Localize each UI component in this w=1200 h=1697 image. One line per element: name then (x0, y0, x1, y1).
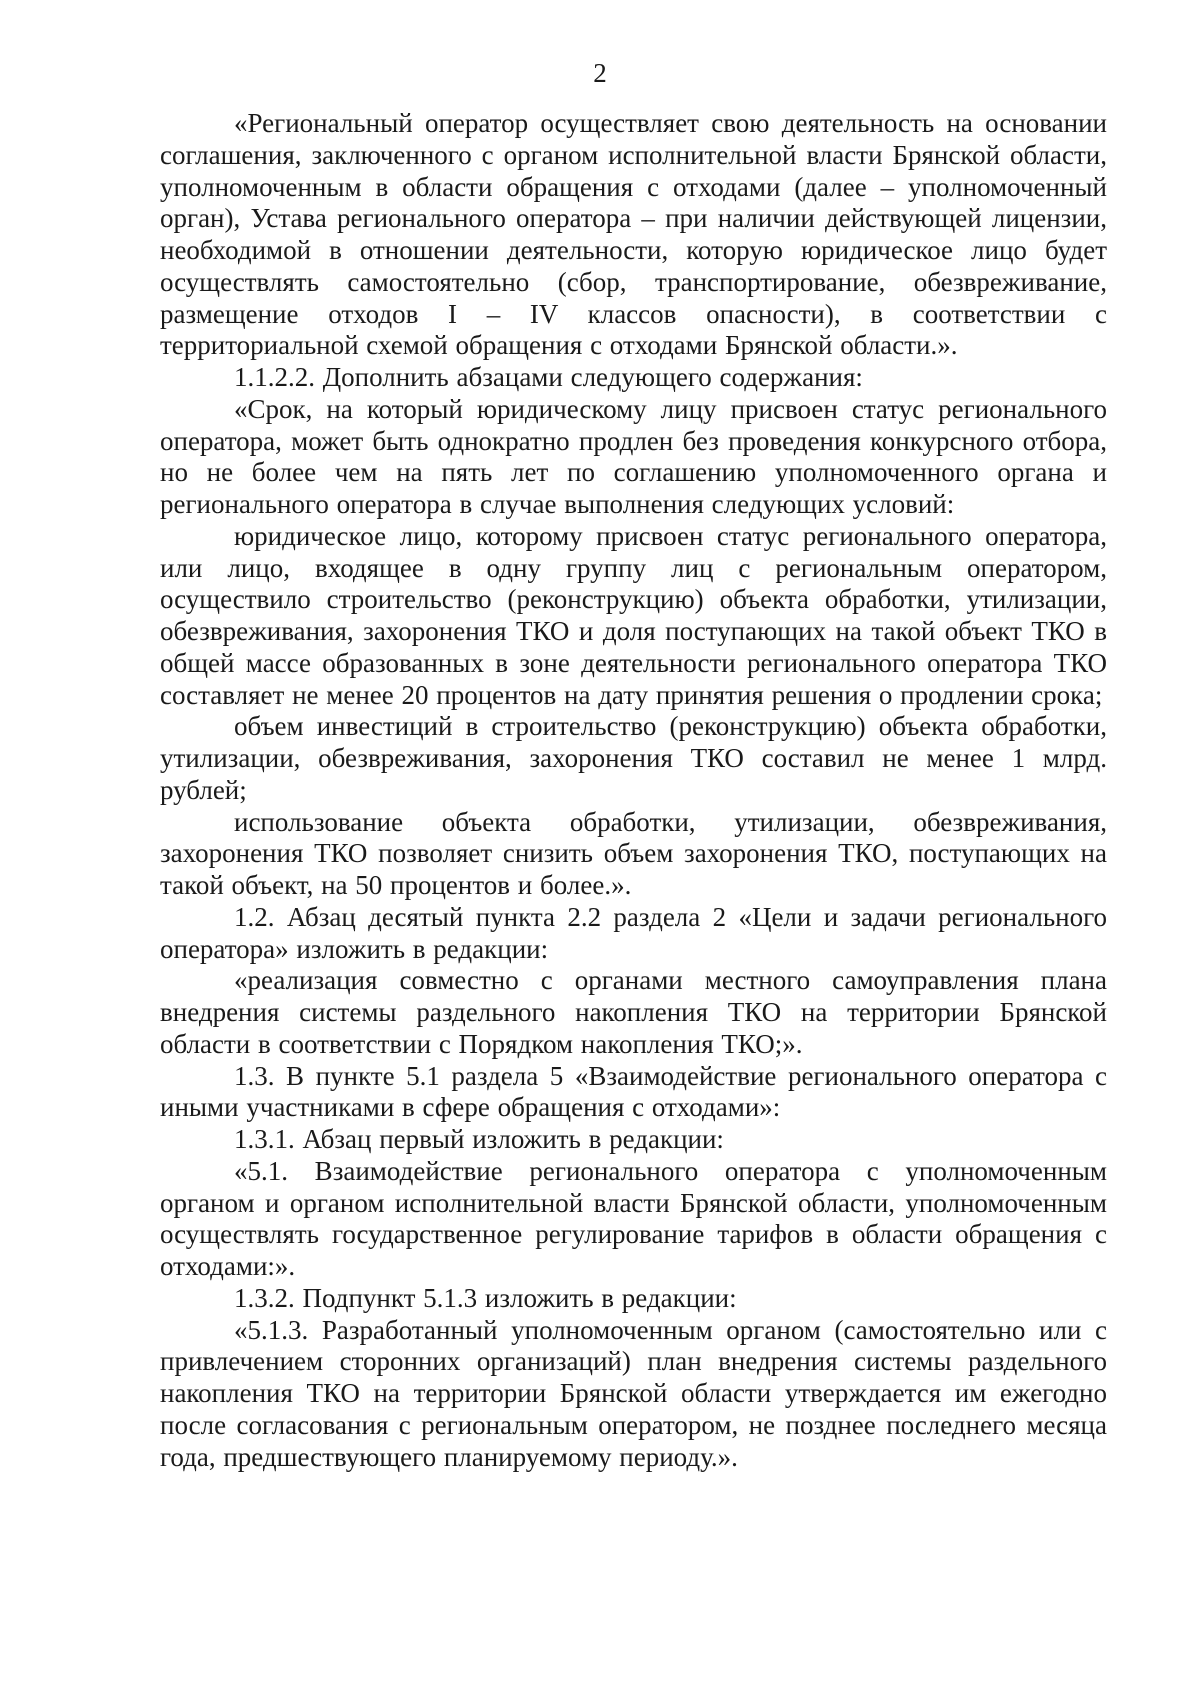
paragraph-item-1-3-1: 1.3.1. Абзац первый изложить в редакции: (234, 1124, 724, 1154)
paragraph-item-1-1-2-2: 1.1.2.2. Дополнить абзацами следующего содержания: (234, 362, 863, 392)
paragraph-item-1-3-2: 1.3.2. Подпункт 5.1.3 изложить в редакции: (234, 1282, 737, 1313)
paragraph-item-1-3: 1.3. В пункте 5.1 раздела 5 «Взаимодействие регионального оператора с иными участниками в сфере обращения с отходами»: (160, 1060, 1107, 1123)
page-number: 2 (593, 58, 607, 88)
paragraph-plan-5-1-3: «5.1.3. Разработанный уполномоченным органом (самостоятельно или с привлечением сторонних организаций) план внедрения системы раздельного накопления ТКО на территории Брянской области утверждается им ежегодно после согласования с региональным оператором, не позднее последнего месяца года, предшествующего планируемому периоду.». (160, 1314, 1107, 1472)
paragraph-regional-operator-basis: «Региональный оператор осуществляет свою деятельность на основании соглашения, заключенного с органом исполнительной власти Брянской области, уполномоченным в области обращения с отходами (далее – уполномоченный орган), Устава регионального оператора – при наличии действующей лицензии, необходимой в отношении деятельности, которую юридическое лицо будет осуществлять самостоятельно (сбор, транспортирование, обезвреживание, размещение отходов I – IV классов опасности), в соответствии с территориальной схемой обращения с отходами Брянской области.». (160, 108, 1107, 361)
paragraph-condition-construction: юридическое лицо, которому присвоен статус регионального оператора, или лицо, входящее в одну группу лиц с региональным оператором, осуществило строительство (реконструкцию) объекта обработки, утилизации, обезвреживания, захоронения ТКО и доля поступающих на такой объект ТКО в общей массе образованных в зоне деятельности регионального оператора ТКО составляет не менее 20 процентов на дату принятия решения о продлении срока; (160, 520, 1107, 710)
paragraph-interaction-5-1: «5.1. Взаимодействие регионального оператора с уполномоченным органом и органом исполнительной власти Брянской области, уполномоченным осуществлять государственное регулирование тарифов в области обращения с отходами:». (160, 1155, 1107, 1281)
document-body (160, 108, 1107, 1473)
paragraph-item-1-2: 1.2. Абзац десятый пункта 2.2 раздела 2 «Цели и задачи регионального оператора» изложить в редакции: (160, 901, 1107, 964)
paragraph-separate-collection: «реализация совместно с органами местного самоуправления плана внедрения системы раздельного накопления ТКО на территории Брянской области в соответствии с Порядком накопления ТКО;». (160, 965, 1107, 1059)
paragraph-status-extension: «Срок, на который юридическому лицу присвоен статус регионального оператора, может быть однократно продлен без проведения конкурсного отбора, но не более чем на пять лет по соглашению уполномоченного органа и регионального оператора в случае выполнения следующих условий: (160, 393, 1107, 519)
paragraph-condition-reduction: использование объекта обработки, утилизации, обезвреживания, захоронения ТКО позволяет снизить объем захоронения ТКО, поступающих на такой объект, на 50 процентов и более.». (160, 806, 1107, 900)
paragraph-condition-investment: объем инвестиций в строительство (реконструкцию) объекта обработки, утилизации, обезвреживания, захоронения ТКО составил не менее 1 млрд. рублей; (160, 711, 1107, 805)
